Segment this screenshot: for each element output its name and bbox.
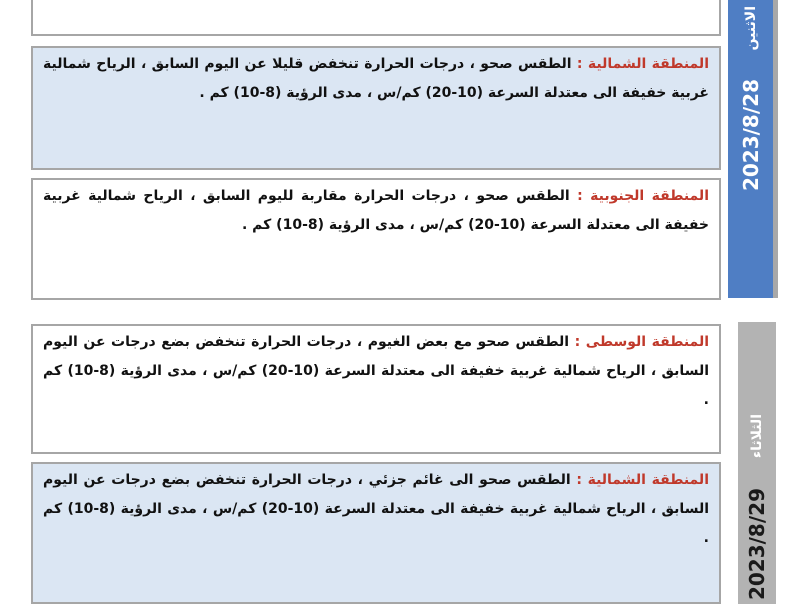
region-label: المنطقة الشمالية : xyxy=(576,472,709,488)
region-label: المنطقة الوسطى : xyxy=(574,334,709,350)
day-name: الثلاثاء xyxy=(749,413,765,458)
day-name: الاثنين xyxy=(742,6,759,51)
region-text: الطقس صحو مع بعض الغيوم ، درجات الحرارة تنخفض بضع درجات عن اليوم السابق ، الرياح شمالية غربية خفيفة الى معتدلة السرعة (10-20) كم/س ، مدى الرؤية (8-10) كم . xyxy=(43,334,709,408)
region-text: الطقس صحو ، درجات الحرارة مقاربة لليوم السابق ، الرياح شمالية غربية خفيفة الى معتدلة السرعة (10-20) كم/س ، مدى الرؤية (8-10) كم . xyxy=(43,188,709,233)
forecast-box-day1-south xyxy=(31,178,721,300)
region-text: الطقس صحو ، درجات الحرارة تنخفض قليلا عن اليوم السابق ، الرياح شمالية غربية خفيفة الى معتدلة السرعة (10-20) كم/س ، مدى الرؤية (8-10) كم . xyxy=(43,56,709,101)
date-label: 2023/8/29 xyxy=(745,487,769,600)
day2-sidebar xyxy=(738,322,776,604)
forecast-box-day2-north xyxy=(31,462,721,604)
region-label: المنطقة الجنوبية : xyxy=(577,188,709,204)
forecast-box-top-partial xyxy=(31,0,721,36)
day1-sidebar xyxy=(728,0,778,298)
date-label: 2023/8/28 xyxy=(738,78,763,191)
region-label: المنطقة الشمالية : xyxy=(576,56,709,72)
forecast-box-day2-middle xyxy=(31,324,721,454)
region-text: الطقس صحو الى غائم جزئي ، درجات الحرارة تنخفض بضع درجات عن اليوم السابق ، الرياح شمالية غربية خفيفة الى معتدلة السرعة (10-20) كم/س ، مدى الرؤية (8-10) كم . xyxy=(43,472,709,546)
forecast-box-day1-north xyxy=(31,46,721,170)
